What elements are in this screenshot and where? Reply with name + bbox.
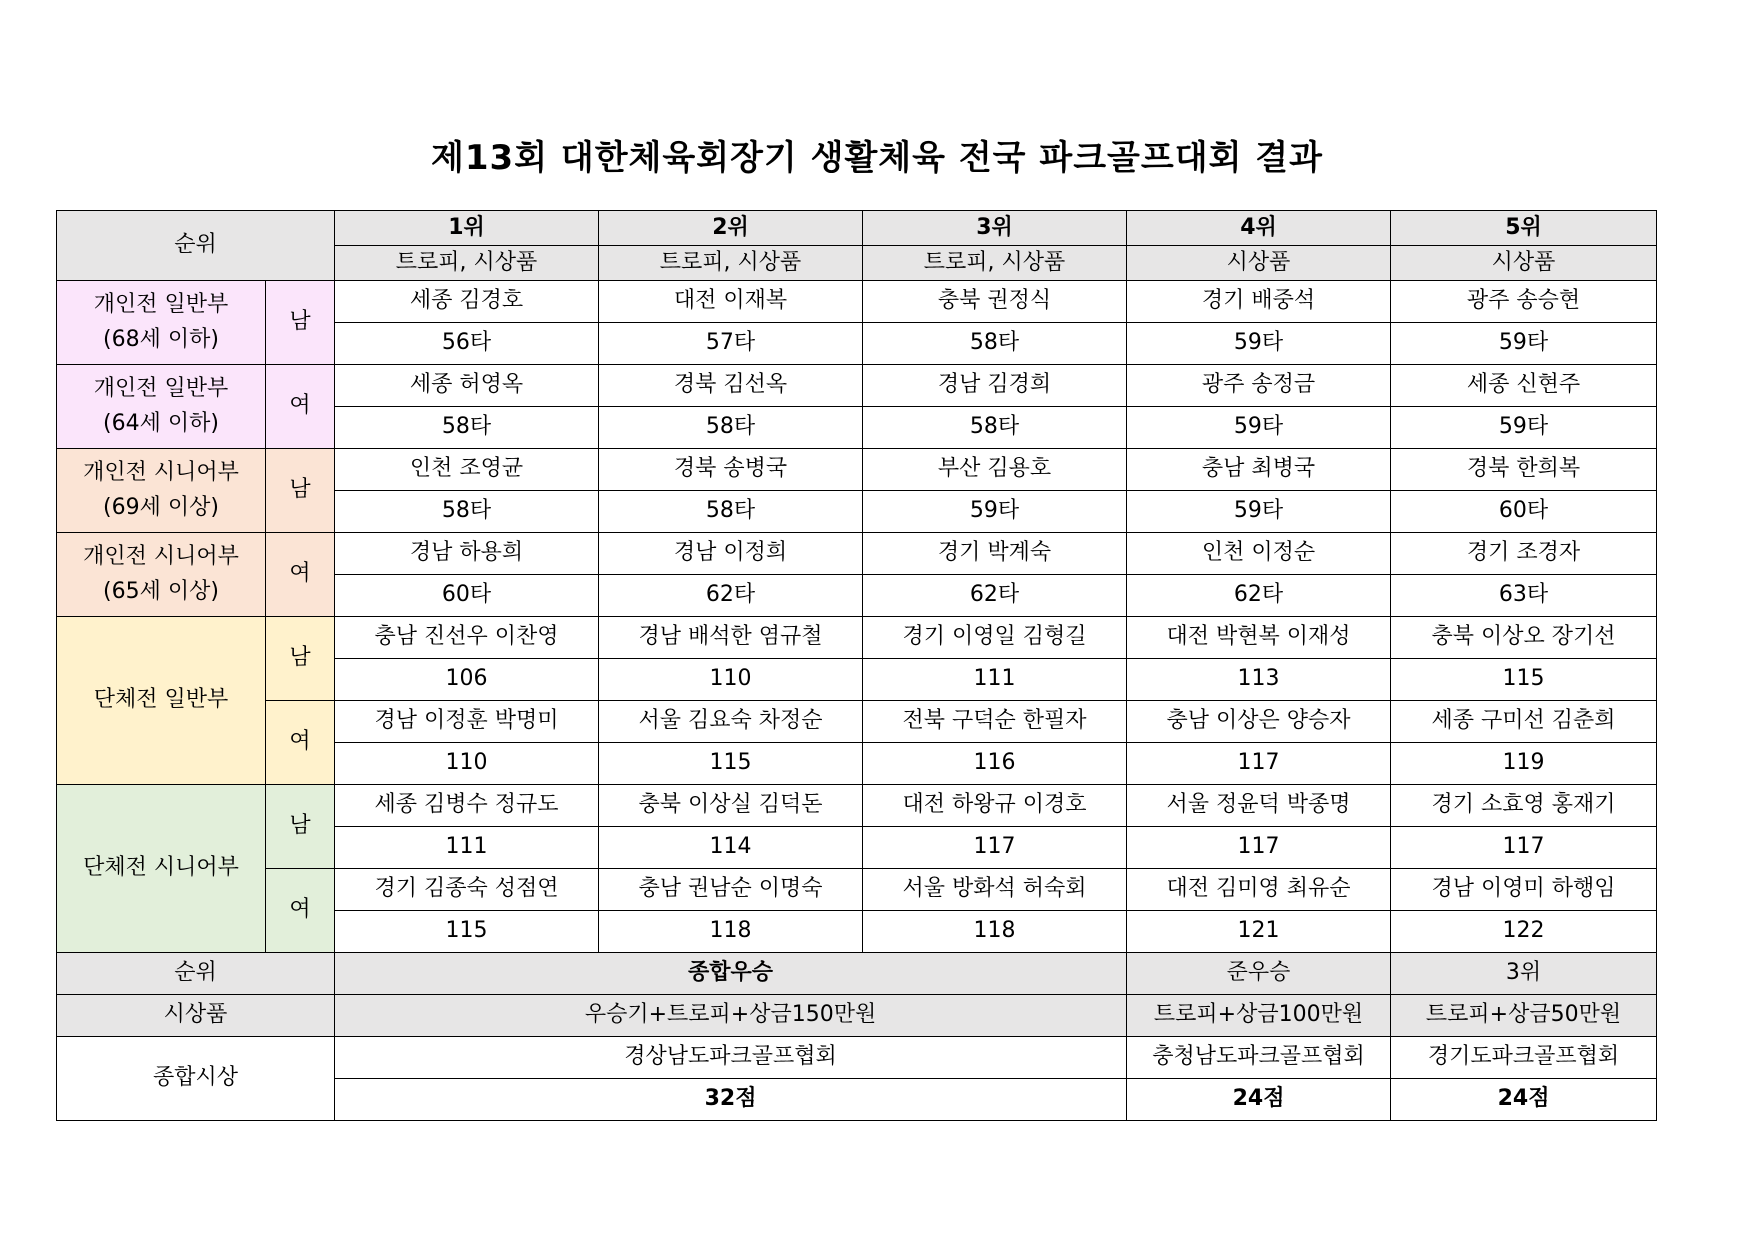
- rank-label: 1위: [335, 211, 599, 246]
- winner-cell: 경기 박계숙: [863, 533, 1127, 575]
- winner-cell: 충남 최병국: [1127, 449, 1391, 491]
- winner-cell: 경기 배중석: [1127, 281, 1391, 323]
- table-row: [57, 785, 1657, 827]
- team-winner-cell: 세종 김병수 정규도: [335, 785, 599, 827]
- team-score-cell: 110: [335, 743, 599, 785]
- score-cell: 59타: [1127, 491, 1391, 533]
- winner-cell: 대전 이재복: [599, 281, 863, 323]
- score-cell: 58타: [335, 407, 599, 449]
- winner-cell: 경북 김선옥: [599, 365, 863, 407]
- team-score-cell: 114: [599, 827, 863, 869]
- category-age: (65세 이상): [103, 578, 219, 604]
- overall-rank: 준우승: [1127, 953, 1391, 995]
- team-winner-cell: 경기 이영일 김형길: [863, 617, 1127, 659]
- team-score-cell: 111: [863, 659, 1127, 701]
- team-score-cell: 118: [863, 911, 1127, 953]
- team-score-cell: 117: [1127, 743, 1391, 785]
- winner-cell: 경북 한희복: [1391, 449, 1657, 491]
- overall-prize: 우승기+트로피+상금150만원: [335, 995, 1127, 1037]
- score-cell: 59타: [1391, 407, 1657, 449]
- overall-prize: 트로피+상금100만원: [1127, 995, 1391, 1037]
- team-score-cell: 117: [863, 827, 1127, 869]
- winner-cell: 광주 송승현: [1391, 281, 1657, 323]
- overall-rank-label: 순위: [57, 953, 335, 995]
- rank-label: 2위: [599, 211, 863, 246]
- table-row: [57, 533, 1657, 575]
- category-name: 개인전 일반부: [93, 376, 229, 402]
- rank-label: 4위: [1127, 211, 1391, 246]
- winner-cell: 광주 송정금: [1127, 365, 1391, 407]
- score-cell: 56타: [335, 323, 599, 365]
- gender-cell: 여: [266, 533, 335, 617]
- team-winner-cell: 전북 구덕순 한필자: [863, 701, 1127, 743]
- team-score-cell: 115: [599, 743, 863, 785]
- team-score-cell: 116: [863, 743, 1127, 785]
- winner-cell: 인천 조영균: [335, 449, 599, 491]
- team-score-cell: 121: [1127, 911, 1391, 953]
- overall-points: 24점: [1127, 1079, 1391, 1121]
- score-cell: 59타: [1391, 323, 1657, 365]
- team-score-cell: 113: [1127, 659, 1391, 701]
- team-score-cell: 110: [599, 659, 863, 701]
- team-score-cell: 117: [1391, 827, 1657, 869]
- winner-cell: 경남 하용희: [335, 533, 599, 575]
- gender-cell: 여: [266, 365, 335, 449]
- score-cell: 57타: [599, 323, 863, 365]
- score-cell: 58타: [863, 323, 1127, 365]
- team-winner-cell: 서울 방화석 허숙회: [863, 869, 1127, 911]
- team-score-cell: 115: [1391, 659, 1657, 701]
- table-row: [57, 869, 1657, 911]
- overall-prize: 트로피+상금50만원: [1391, 995, 1657, 1037]
- team-score-cell: 115: [335, 911, 599, 953]
- category-cell: [57, 365, 266, 449]
- association-name: 충청남도파크골프협회: [1127, 1037, 1391, 1079]
- prize-label: 트로피, 시상품: [863, 246, 1127, 281]
- overall-award-label: 종합시상: [57, 1037, 335, 1121]
- winner-cell: 세종 신현주: [1391, 365, 1657, 407]
- overall-prize-label: 시상품: [57, 995, 335, 1037]
- team-winner-cell: 대전 김미영 최유순: [1127, 869, 1391, 911]
- table-row: [57, 701, 1657, 743]
- team-score-cell: 111: [335, 827, 599, 869]
- team-score-cell: 119: [1391, 743, 1657, 785]
- score-cell: 58타: [599, 407, 863, 449]
- gender-cell: 남: [266, 281, 335, 365]
- category-cell: [57, 281, 266, 365]
- team-score-cell: 118: [599, 911, 863, 953]
- team-winner-cell: 충북 이상실 김덕돈: [599, 785, 863, 827]
- score-cell: 60타: [1391, 491, 1657, 533]
- winner-cell: 경남 김경희: [863, 365, 1127, 407]
- category-name: 개인전 시니어부: [83, 460, 239, 486]
- score-cell: 62타: [1127, 575, 1391, 617]
- category-age: (69세 이상): [103, 494, 219, 520]
- score-cell: 59타: [1127, 323, 1391, 365]
- score-cell: 58타: [863, 407, 1127, 449]
- team-winner-cell: 충남 이상은 양승자: [1127, 701, 1391, 743]
- winner-cell: 세종 허영옥: [335, 365, 599, 407]
- score-cell: 58타: [335, 491, 599, 533]
- team-score-cell: 106: [335, 659, 599, 701]
- category-name: 개인전 일반부: [93, 292, 229, 318]
- prize-label: 시상품: [1391, 246, 1657, 281]
- overall-prize-row: [57, 995, 1657, 1037]
- team-winner-cell: 경기 김종숙 성점연: [335, 869, 599, 911]
- team-winner-cell: 충남 권남순 이명숙: [599, 869, 863, 911]
- score-cell: 62타: [863, 575, 1127, 617]
- gender-cell: 여: [266, 869, 335, 953]
- table-row: [57, 449, 1657, 491]
- winner-cell: 경남 이정희: [599, 533, 863, 575]
- rank-label: 5위: [1391, 211, 1657, 246]
- category-age: (68세 이하): [103, 326, 219, 352]
- association-name: 경상남도파크골프협회: [335, 1037, 1127, 1079]
- page-title: 제13회 대한체육회장기 생활체육 전국 파크골프대회 결과: [431, 138, 1323, 178]
- winner-cell: 충북 권정식: [863, 281, 1127, 323]
- gender-cell: 남: [266, 449, 335, 533]
- score-cell: 62타: [599, 575, 863, 617]
- winner-cell: 부산 김용호: [863, 449, 1127, 491]
- winner-cell: 경북 송병국: [599, 449, 863, 491]
- header-rank-row: [57, 211, 1657, 246]
- category-name: 개인전 시니어부: [83, 544, 239, 570]
- team-score-cell: 122: [1391, 911, 1657, 953]
- score-cell: 60타: [335, 575, 599, 617]
- rank-header: 순위: [57, 211, 335, 281]
- overall-points: 24점: [1391, 1079, 1657, 1121]
- team-winner-cell: 충북 이상오 장기선: [1391, 617, 1657, 659]
- category-age: (64세 이하): [103, 410, 219, 436]
- prize-label: 트로피, 시상품: [599, 246, 863, 281]
- score-cell: 59타: [863, 491, 1127, 533]
- team-winner-cell: 경남 이정훈 박명미: [335, 701, 599, 743]
- team-category-cell: 단체전 일반부: [57, 617, 266, 785]
- winner-cell: 인천 이정순: [1127, 533, 1391, 575]
- winner-cell: 세종 김경호: [335, 281, 599, 323]
- team-score-cell: 117: [1127, 827, 1391, 869]
- score-cell: 63타: [1391, 575, 1657, 617]
- overall-rank: 3위: [1391, 953, 1657, 995]
- winner-cell: 경기 조경자: [1391, 533, 1657, 575]
- team-winner-cell: 경남 이영미 하행임: [1391, 869, 1657, 911]
- table-row: [57, 281, 1657, 323]
- overall-rank-row: [57, 953, 1657, 995]
- table-row: [57, 617, 1657, 659]
- gender-cell: 남: [266, 617, 335, 701]
- overall-association-row: [57, 1037, 1657, 1079]
- team-winner-cell: 세종 구미선 김춘희: [1391, 701, 1657, 743]
- gender-cell: 여: [266, 701, 335, 785]
- team-winner-cell: 서울 김요숙 차정순: [599, 701, 863, 743]
- gender-cell: 남: [266, 785, 335, 869]
- prize-label: 트로피, 시상품: [335, 246, 599, 281]
- score-cell: 58타: [599, 491, 863, 533]
- association-name: 경기도파크골프협회: [1391, 1037, 1657, 1079]
- team-winner-cell: 경기 소효영 홍재기: [1391, 785, 1657, 827]
- team-winner-cell: 충남 진선우 이찬영: [335, 617, 599, 659]
- team-winner-cell: 대전 하왕규 이경호: [863, 785, 1127, 827]
- results-table: [56, 210, 1657, 1121]
- category-cell: [57, 449, 266, 533]
- team-winner-cell: 서울 정윤덕 박종명: [1127, 785, 1391, 827]
- team-winner-cell: 경남 배석한 염규철: [599, 617, 863, 659]
- overall-points: 32점: [335, 1079, 1127, 1121]
- overall-rank: 종합우승: [335, 953, 1127, 995]
- category-cell: [57, 533, 266, 617]
- score-cell: 59타: [1127, 407, 1391, 449]
- team-category-cell: 단체전 시니어부: [57, 785, 266, 953]
- table-row: [57, 365, 1657, 407]
- rank-label: 3위: [863, 211, 1127, 246]
- prize-label: 시상품: [1127, 246, 1391, 281]
- team-winner-cell: 대전 박현복 이재성: [1127, 617, 1391, 659]
